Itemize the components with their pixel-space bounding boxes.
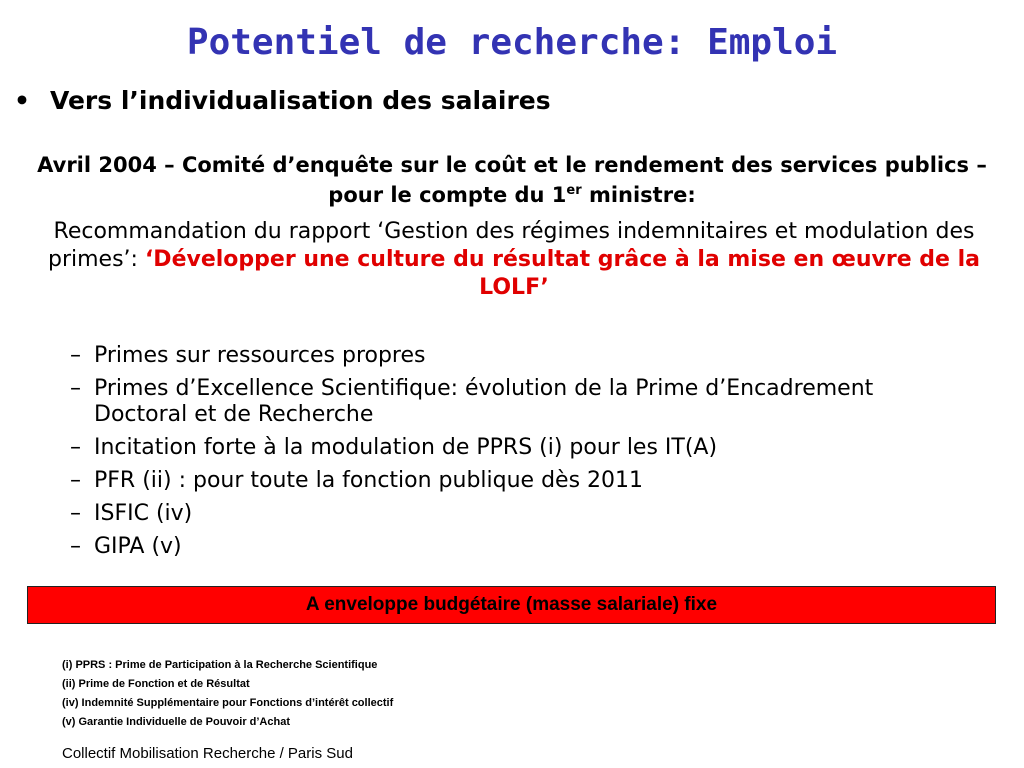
context-text: Avril 2004 – Comité d’enquête sur le coût et le rendement des services publics – pour le compte du 1 xyxy=(37,153,987,207)
dash-icon: – xyxy=(70,468,81,493)
footnote: (i) PPRS : Prime de Participation à la Recherche Scientifique xyxy=(62,659,378,671)
recommendation-paragraph xyxy=(24,218,1004,302)
budget-banner xyxy=(27,586,996,624)
footnote: (iv) Indemnité Supplémentaire pour Fonctions d’intérêt collectif xyxy=(62,697,394,709)
context-paragraph xyxy=(24,152,1000,208)
main-bullet-text: Vers l’individualisation des salaires xyxy=(50,86,551,115)
dash-icon: – xyxy=(70,534,81,559)
dash-icon: – xyxy=(70,435,81,460)
credit-line: Collectif Mobilisation Recherche / Paris Sud xyxy=(62,745,353,762)
context-superscript: er xyxy=(566,183,582,198)
list-item-text: Primes sur ressources propres xyxy=(94,343,426,368)
recommendation-text: Recommandation du rapport ‘Gestion des régimes indemnitaires et modulation des primes’: xyxy=(48,219,975,272)
footnotes xyxy=(62,656,393,732)
footnote: (ii) Prime de Fonction et de Résultat xyxy=(62,678,250,690)
dash-icon: – xyxy=(70,376,81,401)
list-item xyxy=(70,501,970,527)
list-item xyxy=(70,343,970,369)
recommendation-quote: ‘Développer une culture du résultat grâce à la mise en œuvre de la LOLF’ xyxy=(144,247,980,300)
context-tail: ministre: xyxy=(581,183,696,207)
main-bullet xyxy=(14,86,551,115)
list-item-text: PFR (ii) : pour toute la fonction publique dès 2011 xyxy=(94,468,644,493)
slide-title: Potentiel de recherche: Emploi xyxy=(186,22,838,63)
list-item-text: Incitation forte à la modulation de PPRS (i) pour les IT(A) xyxy=(94,435,718,460)
measures-list xyxy=(70,343,970,567)
footnote: (v) Garantie Individuelle de Pouvoir d’Achat xyxy=(62,716,290,728)
dash-icon: – xyxy=(70,501,81,526)
list-item-text: GIPA (v) xyxy=(94,534,182,559)
list-item-text: ISFIC (iv) xyxy=(94,501,193,526)
list-item xyxy=(70,376,970,428)
list-item-text: Primes d’Excellence Scientifique: évolution de la Prime d’Encadrement Doctoral et de Recherche xyxy=(94,376,874,427)
list-item xyxy=(70,534,970,560)
bullet-dot-icon: • xyxy=(14,86,30,115)
list-item xyxy=(70,468,970,494)
dash-icon: – xyxy=(70,343,81,368)
list-item xyxy=(70,435,970,461)
banner-text: A enveloppe budgétaire (masse salariale) fixe xyxy=(305,594,718,615)
